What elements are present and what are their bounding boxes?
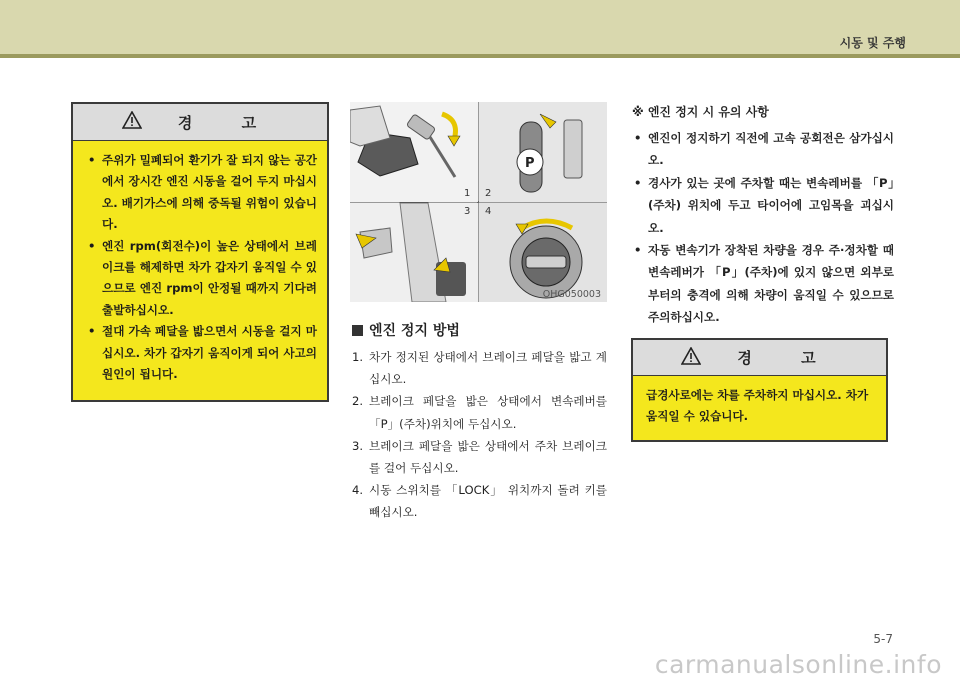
watermark: carmanualsonline.info [654,650,942,679]
figure-label-3: 3 [464,206,471,217]
step-text: 시동 스위치를 「LOCK」 위치까지 돌려 키를 빼십시오. [369,483,607,520]
right-warning-box [631,338,888,442]
page-header-title: 시동 및 주행 [839,36,906,50]
list-item [352,390,607,434]
section-title-text: 엔진 정지 방법 [369,323,460,339]
header-band [0,0,960,54]
steps-list [352,346,607,524]
list-item [352,479,607,523]
list-item: • 절대 가속 페달을 밟으면서 시동을 걸지 마십시오. 차가 갑자기 움직이게 되어 사고의 원인이 됩니다. [87,321,317,385]
notice-title: ※ 엔진 정지 시 유의 사항 [632,105,769,119]
engine-stop-figure [350,102,607,302]
left-warning-header [73,104,327,141]
list-item: • 경사가 있는 곳에 주차할 때는 변속레버를 「P」(주차) 위치에 두고 타이어에 고임목을 괴십시오. [632,172,894,239]
list-item: • 주위가 밀폐되어 환기가 잘 되지 않는 공간에서 장시간 엔진 시동을 걸어 두지 마십시오. 배기가스에 의해 중독될 위험이 있습니다. [87,150,317,236]
left-warning-list [73,141,327,385]
step-number: 3. [352,438,364,453]
ignition-switch-icon [479,203,607,302]
accelerator-pedal-icon [350,203,478,302]
notice-list [632,127,894,329]
right-warning-title: 경 고 [737,349,838,367]
step-text: 브레이크 페달을 밟은 상태에서 주차 브레이크를 걸어 두십시오. [369,438,607,476]
list-item: • 자동 변속기가 장착된 차량을 경우 주·정차할 때 변속레버가 「P」(주차)에 있지 않으면 외부로부터의 충격에 의해 차량이 움직일 수 있으므로 주의하십시오. [632,239,894,329]
page-number: 5-7 [873,632,893,646]
step-number: 2. [352,394,364,409]
left-warning-box [71,102,329,402]
figure-illustration [350,102,607,302]
list-item [352,346,607,390]
figure-label-4: 4 [485,206,492,217]
list-item: • 엔진 rpm(회전수)이 높은 상태에서 브레이크를 해제하면 차가 갑자기 움직일 수 있으므로 엔진 rpm이 안정될 때까지 기다려 출발하십시오. [87,236,317,322]
gear-shift-lever-icon [479,102,607,202]
list-item [352,435,607,479]
step-text: 차가 정지된 상태에서 브레이크 페달을 밟고 계십시오. [369,350,607,387]
warning-triangle-icon [122,111,142,133]
step-number: 1. [352,350,364,364]
right-warning-text: 급경사로에는 차를 주차하지 마십시오. 차가 움직일 수 있습니다. [646,388,869,424]
figure-label-1: 1 [464,188,471,199]
right-warning-header [633,340,886,376]
left-warning-title: 경 고 [177,113,279,132]
warning-triangle-icon [681,347,701,369]
step-text: 브레이크 페달을 밟은 상태에서 변속레버를 「P」(주차)위치에 두십시오. [369,394,607,431]
section-title [352,320,460,340]
square-bullet-icon [352,325,363,336]
figure-label-2: 2 [485,188,492,199]
svg-text:P: P [525,156,535,171]
list-item: • 엔진이 정지하기 직전에 고속 공회전은 삼가십시오. [632,127,894,172]
figure-code: OHG050003 [542,289,601,300]
brake-pedal-foot-icon [350,102,478,202]
step-number: 4. [352,483,364,498]
header-rule [0,54,960,58]
